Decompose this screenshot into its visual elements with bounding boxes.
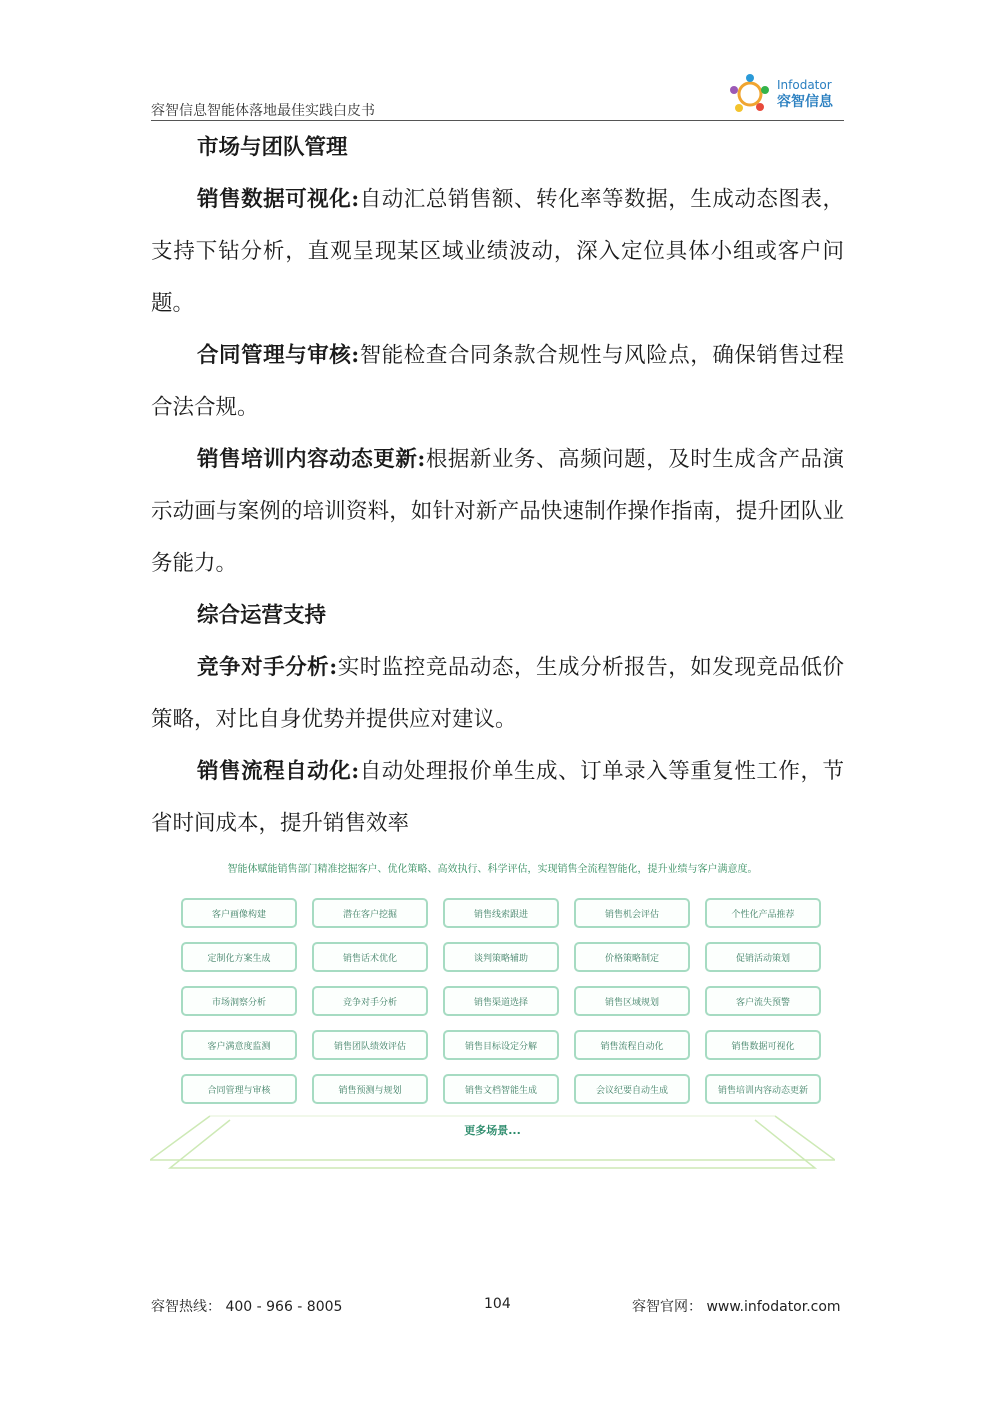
section-heading: 综合运营支持 — [197, 603, 327, 628]
logo-text-zh: 容智信息 — [777, 94, 833, 110]
paragraph-text: 自动处理报价单生成、订单录入等重复性工作，节省时间成本，提升销售效率 — [151, 759, 844, 836]
main-content — [151, 122, 844, 850]
scenario-cell: 销售目标设定分解 — [443, 1030, 559, 1060]
scenario-cell: 个性化产品推荐 — [705, 898, 821, 928]
paragraph-lead: 销售流程自动化: — [197, 759, 360, 784]
paragraph-lead: 合同管理与审核: — [197, 343, 360, 368]
scenario-cell: 销售区域规划 — [574, 986, 690, 1016]
footer-hotline: 容智热线： 400 - 966 - 8005 — [151, 1299, 343, 1315]
scenario-cell: 销售话术优化 — [312, 942, 428, 972]
scenario-cell: 销售文档智能生成 — [443, 1074, 559, 1104]
scenario-cell: 市场洞察分析 — [181, 986, 297, 1016]
scenario-cell: 促销活动策划 — [705, 942, 821, 972]
paragraph — [151, 746, 844, 850]
paragraph — [151, 642, 844, 746]
scenario-cell: 销售线索跟进 — [443, 898, 559, 928]
header-title: 容智信息智能体落地最佳实践白皮书 — [151, 103, 375, 119]
scenario-cell: 销售培训内容动态更新 — [705, 1074, 821, 1104]
scenario-cell: 竞争对手分析 — [312, 986, 428, 1016]
page-number: 104 — [484, 1296, 511, 1312]
figure-caption: 智能体赋能销售部门精准挖掘客户、优化策略、高效执行、科学评估，实现销售全流程智能化，提升业绩与客户满意度。 — [227, 864, 758, 875]
scenario-figure — [150, 856, 835, 1176]
scenario-cell: 客户流失预警 — [705, 986, 821, 1016]
logo-mark-icon — [727, 70, 773, 116]
header-divider — [151, 120, 844, 121]
paragraph — [151, 174, 844, 330]
paragraph-lead: 竞争对手分析: — [197, 655, 338, 680]
logo-text-en: Infodator — [777, 78, 832, 92]
scenario-grid — [181, 898, 821, 1104]
paragraph-text: 智能检查合同条款合规性与风险点，确保销售过程合法合规。 — [151, 343, 844, 420]
scenario-cell: 销售预测与规划 — [312, 1074, 428, 1104]
scenario-cell: 合同管理与审核 — [181, 1074, 297, 1104]
paragraph-text: 根据新业务、高频问题，及时生成含产品演示动画与案例的培训资料，如针对新产品快速制作操作指南，提升团队业务能力。 — [151, 447, 844, 576]
footer-website: 容智官网： www.infodator.com — [632, 1299, 841, 1315]
company-logo — [727, 70, 847, 116]
scenario-cell: 会议纪要自动生成 — [574, 1074, 690, 1104]
paragraph-lead: 销售数据可视化: — [197, 187, 360, 212]
scenario-cell: 客户画像构建 — [181, 898, 297, 928]
scenario-cell: 价格策略制定 — [574, 942, 690, 972]
section-heading: 市场与团队管理 — [197, 135, 348, 160]
scenario-cell: 定制化方案生成 — [181, 942, 297, 972]
scenario-cell: 销售团队绩效评估 — [312, 1030, 428, 1060]
paragraph — [151, 434, 844, 590]
scenario-cell: 潜在客户挖掘 — [312, 898, 428, 928]
paragraph-text: 实时监控竞品动态，生成分析报告，如发现竞品低价策略，对比自身优势并提供应对建议。 — [151, 655, 844, 732]
paragraph-lead: 销售培训内容动态更新: — [197, 447, 426, 472]
platform-base — [150, 1106, 835, 1176]
scenario-cell: 谈判策略辅助 — [443, 942, 559, 972]
paragraph — [151, 330, 844, 434]
scenario-cell: 销售流程自动化 — [574, 1030, 690, 1060]
paragraph-text: 自动汇总销售额、转化率等数据，生成动态图表，支持下钻分析，直观呈现某区域业绩波动，深入定位具体小组或客户问题。 — [151, 187, 844, 316]
scenario-cell: 销售数据可视化 — [705, 1030, 821, 1060]
scenario-cell: 销售渠道选择 — [443, 986, 559, 1016]
scenario-cell: 客户满意度监测 — [181, 1030, 297, 1060]
more-scenarios-label: 更多场景... — [464, 1124, 521, 1137]
scenario-cell: 销售机会评估 — [574, 898, 690, 928]
